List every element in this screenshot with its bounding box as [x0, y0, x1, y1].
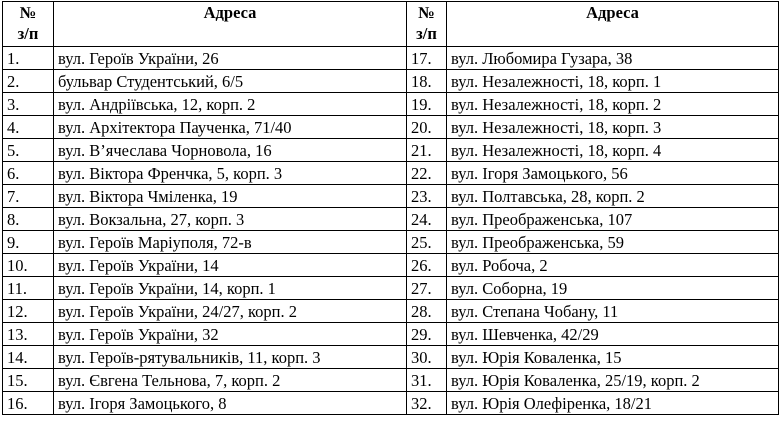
table-row: [3, 369, 779, 392]
header-number-right: [407, 2, 447, 47]
row-number-left: 15.: [3, 369, 54, 392]
table-row: [3, 231, 779, 254]
row-number-right: 29.: [407, 323, 447, 346]
table-row: [3, 392, 779, 415]
row-address-right: вул. Любомира Гузара, 38: [447, 47, 779, 70]
table-row: [3, 300, 779, 323]
row-address-left: вул. Ігоря Замоцького, 8: [54, 392, 407, 415]
address-table: [2, 1, 779, 415]
row-address-left: вул. Героїв Маріуполя, 72-в: [54, 231, 407, 254]
row-number-left: 1.: [3, 47, 54, 70]
row-address-right: вул. Незалежності, 18, корп. 1: [447, 70, 779, 93]
header-number-abbr: з/п: [416, 24, 437, 43]
row-number-right: 26.: [407, 254, 447, 277]
row-address-right: вул. Робоча, 2: [447, 254, 779, 277]
row-address-right: вул. Незалежності, 18, корп. 3: [447, 116, 779, 139]
row-address-right: вул. Юрія Коваленка, 25/19, корп. 2: [447, 369, 779, 392]
row-number-right: 20.: [407, 116, 447, 139]
row-address-left: вул. Героїв України, 26: [54, 47, 407, 70]
address-table-wrapper: [2, 1, 779, 415]
row-number-left: 16.: [3, 392, 54, 415]
row-address-left: вул. Героїв України, 14: [54, 254, 407, 277]
row-number-right: 25.: [407, 231, 447, 254]
header-address-right: Адреса: [447, 2, 779, 47]
row-number-right: 24.: [407, 208, 447, 231]
row-number-right: 30.: [407, 346, 447, 369]
row-number-right: 17.: [407, 47, 447, 70]
table-row: [3, 70, 779, 93]
row-address-right: вул. Степана Чобану, 11: [447, 300, 779, 323]
row-number-left: 3.: [3, 93, 54, 116]
row-address-right: вул. Шевченка, 42/29: [447, 323, 779, 346]
row-number-left: 11.: [3, 277, 54, 300]
table-row: [3, 254, 779, 277]
row-number-left: 13.: [3, 323, 54, 346]
row-address-right: вул. Преображенська, 59: [447, 231, 779, 254]
row-address-left: вул. Героїв України, 24/27, корп. 2: [54, 300, 407, 323]
row-number-right: 18.: [407, 70, 447, 93]
header-address-left: Адреса: [54, 2, 407, 47]
row-number-right: 27.: [407, 277, 447, 300]
row-address-right: вул. Юрія Олефіренка, 18/21: [447, 392, 779, 415]
row-address-right: вул. Ігоря Замоцького, 56: [447, 162, 779, 185]
row-number-right: 23.: [407, 185, 447, 208]
table-row: [3, 346, 779, 369]
table-row: [3, 208, 779, 231]
header-row: [3, 2, 779, 47]
row-address-left: вул. Віктора Френчка, 5, корп. 3: [54, 162, 407, 185]
table-row: [3, 185, 779, 208]
row-number-right: 19.: [407, 93, 447, 116]
row-number-left: 7.: [3, 185, 54, 208]
table-row: [3, 47, 779, 70]
table-row: [3, 162, 779, 185]
row-number-left: 12.: [3, 300, 54, 323]
row-address-left: бульвар Студентський, 6/5: [54, 70, 407, 93]
row-address-left: вул. Вокзальна, 27, корп. 3: [54, 208, 407, 231]
row-address-left: вул. Героїв-рятувальників, 11, корп. 3: [54, 346, 407, 369]
header-number-symbol: №: [418, 3, 435, 22]
header-number-symbol: №: [19, 3, 37, 22]
row-address-right: вул. Незалежності, 18, корп. 2: [447, 93, 779, 116]
row-address-left: вул. Героїв України, 32: [54, 323, 407, 346]
row-number-left: 10.: [3, 254, 54, 277]
row-address-left: вул. Євгена Тельнова, 7, корп. 2: [54, 369, 407, 392]
table-row: [3, 277, 779, 300]
header-number-abbr: з/п: [17, 24, 39, 43]
row-address-right: вул. Полтавська, 28, корп. 2: [447, 185, 779, 208]
table-row: [3, 116, 779, 139]
row-number-left: 5.: [3, 139, 54, 162]
row-number-left: 2.: [3, 70, 54, 93]
row-address-left: вул. В’ячеслава Чорновола, 16: [54, 139, 407, 162]
row-number-left: 4.: [3, 116, 54, 139]
header-number-left: [3, 2, 54, 47]
row-number-left: 9.: [3, 231, 54, 254]
row-number-right: 31.: [407, 369, 447, 392]
row-number-right: 21.: [407, 139, 447, 162]
row-number-left: 14.: [3, 346, 54, 369]
table-row: [3, 323, 779, 346]
row-address-right: вул. Преображенська, 107: [447, 208, 779, 231]
row-address-left: вул. Архітектора Паученка, 71/40: [54, 116, 407, 139]
row-number-left: 8.: [3, 208, 54, 231]
table-row: [3, 93, 779, 116]
row-address-right: вул. Юрія Коваленка, 15: [447, 346, 779, 369]
row-address-left: вул. Андріївська, 12, корп. 2: [54, 93, 407, 116]
table-row: [3, 139, 779, 162]
row-address-right: вул. Соборна, 19: [447, 277, 779, 300]
row-address-left: вул. Віктора Чміленка, 19: [54, 185, 407, 208]
row-number-left: 6.: [3, 162, 54, 185]
row-number-right: 22.: [407, 162, 447, 185]
row-number-right: 32.: [407, 392, 447, 415]
row-address-right: вул. Незалежності, 18, корп. 4: [447, 139, 779, 162]
row-number-right: 28.: [407, 300, 447, 323]
row-address-left: вул. Героїв України, 14, корп. 1: [54, 277, 407, 300]
